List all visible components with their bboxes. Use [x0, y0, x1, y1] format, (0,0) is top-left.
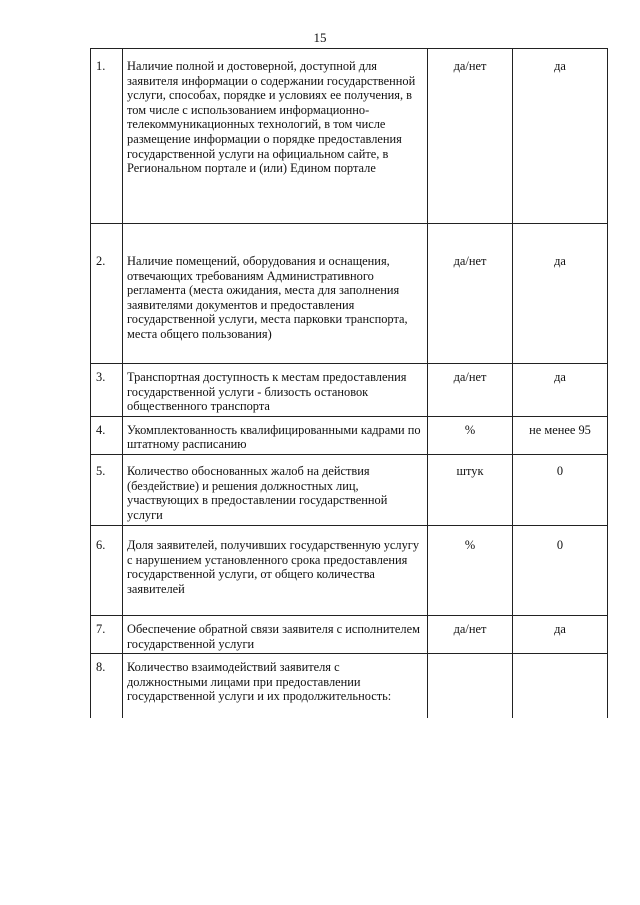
row-number: 7. [91, 615, 123, 653]
table-row [91, 49, 608, 224]
table-row [91, 454, 608, 525]
indicator-value: да [513, 364, 608, 417]
unit-of-measure [428, 654, 513, 719]
table-row [91, 615, 608, 653]
table-row [91, 525, 608, 615]
table-row [91, 654, 608, 719]
row-number: 6. [91, 525, 123, 615]
row-number: 2. [91, 224, 123, 364]
row-number: 3. [91, 364, 123, 417]
table-row [91, 224, 608, 364]
row-number: 8. [91, 654, 123, 719]
table-row [91, 364, 608, 417]
indicator-value: да [513, 49, 608, 224]
row-number: 5. [91, 454, 123, 525]
unit-of-measure: да/нет [428, 615, 513, 653]
indicator-value: 0 [513, 454, 608, 525]
unit-of-measure: % [428, 416, 513, 454]
indicator-description: Наличие полной и достоверной, доступной для заявителя информации о содержании государственной услуги, способах, порядке и условиях ее получения, в том числе с использованием информационно-телекоммуникационных технологий, в том числе размещение информации о порядке предоставления государственной услуги на официальном сайте, в Региональном портале и (или) Едином портале [123, 49, 428, 224]
table-row [91, 416, 608, 454]
row-number: 1. [91, 49, 123, 224]
indicator-description: Транспортная доступность к местам предоставления государственной услуги - близость остановок общественного транспорта [123, 364, 428, 417]
indicator-description: Количество взаимодействий заявителя с должностными лицами при предоставлении государственной услуги и их продолжительность: [123, 654, 428, 719]
indicator-value: 0 [513, 525, 608, 615]
page-number: 15 [313, 30, 327, 45]
indicator-value: да [513, 224, 608, 364]
unit-of-measure: % [428, 525, 513, 615]
indicator-description: Укомплектованность квалифицированными кадрами по штатному расписанию [123, 416, 428, 454]
indicator-description: Количество обоснованных жалоб на действия (бездействие) и решения должностных лиц, участвующих в предоставлении государственной услуги [123, 454, 428, 525]
unit-of-measure: штук [428, 454, 513, 525]
unit-of-measure: да/нет [428, 364, 513, 417]
quality-indicators-table [90, 48, 608, 718]
indicator-description: Обеспечение обратной связи заявителя с исполнителем государственной услуги [123, 615, 428, 653]
unit-of-measure: да/нет [428, 224, 513, 364]
indicator-value [513, 654, 608, 719]
indicator-value: не менее 95 [513, 416, 608, 454]
row-number: 4. [91, 416, 123, 454]
unit-of-measure: да/нет [428, 49, 513, 224]
indicator-description: Доля заявителей, получивших государственную услугу с нарушением установленного срока предоставления государственной услуги, от общего количества заявителей [123, 525, 428, 615]
indicator-description: Наличие помещений, оборудования и оснащения, отвечающих требованиям Административного регламента (места ожидания, места для заполнения заявителями документов и предоставления государственной услуги, места парковки транспорта, места общего пользования) [123, 224, 428, 364]
indicator-value: да [513, 615, 608, 653]
